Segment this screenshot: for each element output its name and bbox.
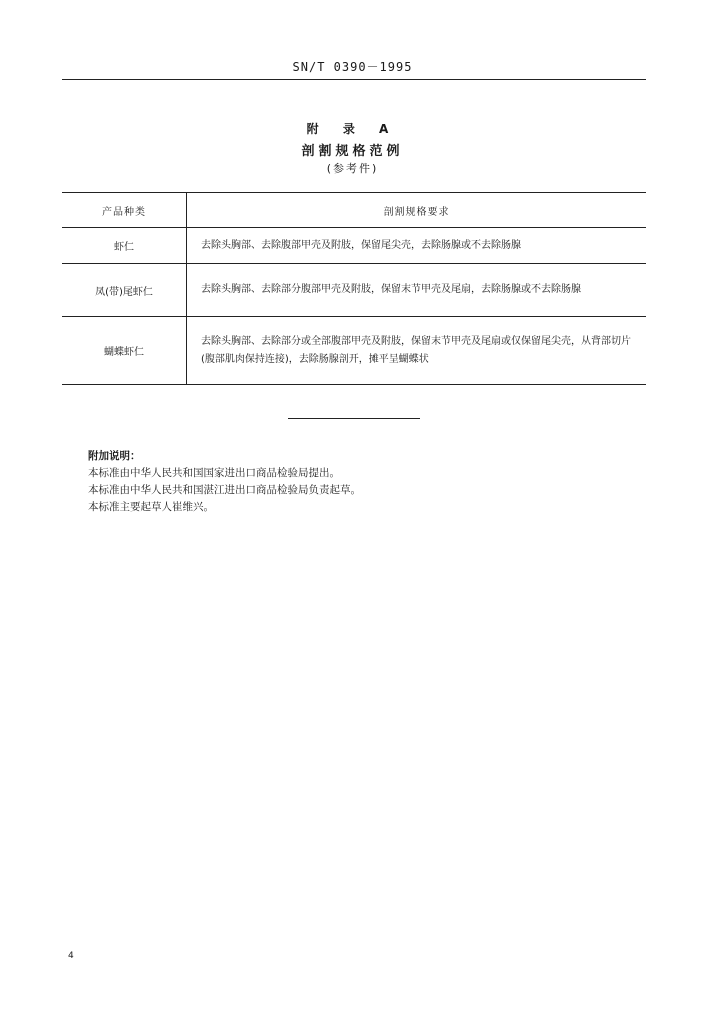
appendix-title: 剖割规格范例 bbox=[301, 144, 404, 159]
table-row bbox=[62, 317, 646, 385]
table-header-row bbox=[62, 193, 646, 228]
table-row bbox=[62, 264, 646, 317]
product-cell: 蝴蝶虾仁 bbox=[62, 317, 187, 385]
additional-notes bbox=[88, 448, 361, 516]
notes-title: 附加说明： bbox=[88, 450, 141, 462]
product-cell: 虾仁 bbox=[62, 228, 187, 264]
requirement-cell: 去除头胸部、去除部分腹部甲壳及附肢，保留末节甲壳及尾扇，去除肠腺或不去除肠腺 bbox=[187, 264, 647, 317]
product-cell: 凤(带)尾虾仁 bbox=[62, 264, 187, 317]
end-rule bbox=[288, 418, 420, 419]
notes-line: 本标准主要起草人崔维兴。 bbox=[88, 501, 214, 513]
appendix-subtitle: (参考件) bbox=[326, 162, 379, 175]
column-header-requirement: 剖割规格要求 bbox=[187, 193, 647, 228]
table-row bbox=[62, 228, 646, 264]
requirement-cell: 去除头胸部、去除腹部甲壳及附肢，保留尾尖壳，去除肠腺或不去除肠腺 bbox=[187, 228, 647, 264]
standard-number: SN/T 0390－1995 bbox=[292, 60, 413, 74]
appendix-label: 附 录 A bbox=[306, 122, 399, 136]
notes-line: 本标准由中华人民共和国湛江进出口商品检验局负责起草。 bbox=[88, 484, 361, 496]
page-number: 4 bbox=[68, 951, 74, 961]
column-header-product: 产品种类 bbox=[62, 193, 187, 228]
requirement-cell: 去除头胸部、去除部分或全部腹部甲壳及附肢，保留末节甲壳及尾扇或仅保留尾尖壳，从背部切片(腹部肌肉保持连接)，去除肠腺剖开，摊平呈蝴蝶状 bbox=[187, 317, 647, 385]
header-rule bbox=[62, 79, 646, 80]
spec-table bbox=[62, 192, 646, 385]
notes-line: 本标准由中华人民共和国国家进出口商品检验局提出。 bbox=[88, 467, 340, 479]
